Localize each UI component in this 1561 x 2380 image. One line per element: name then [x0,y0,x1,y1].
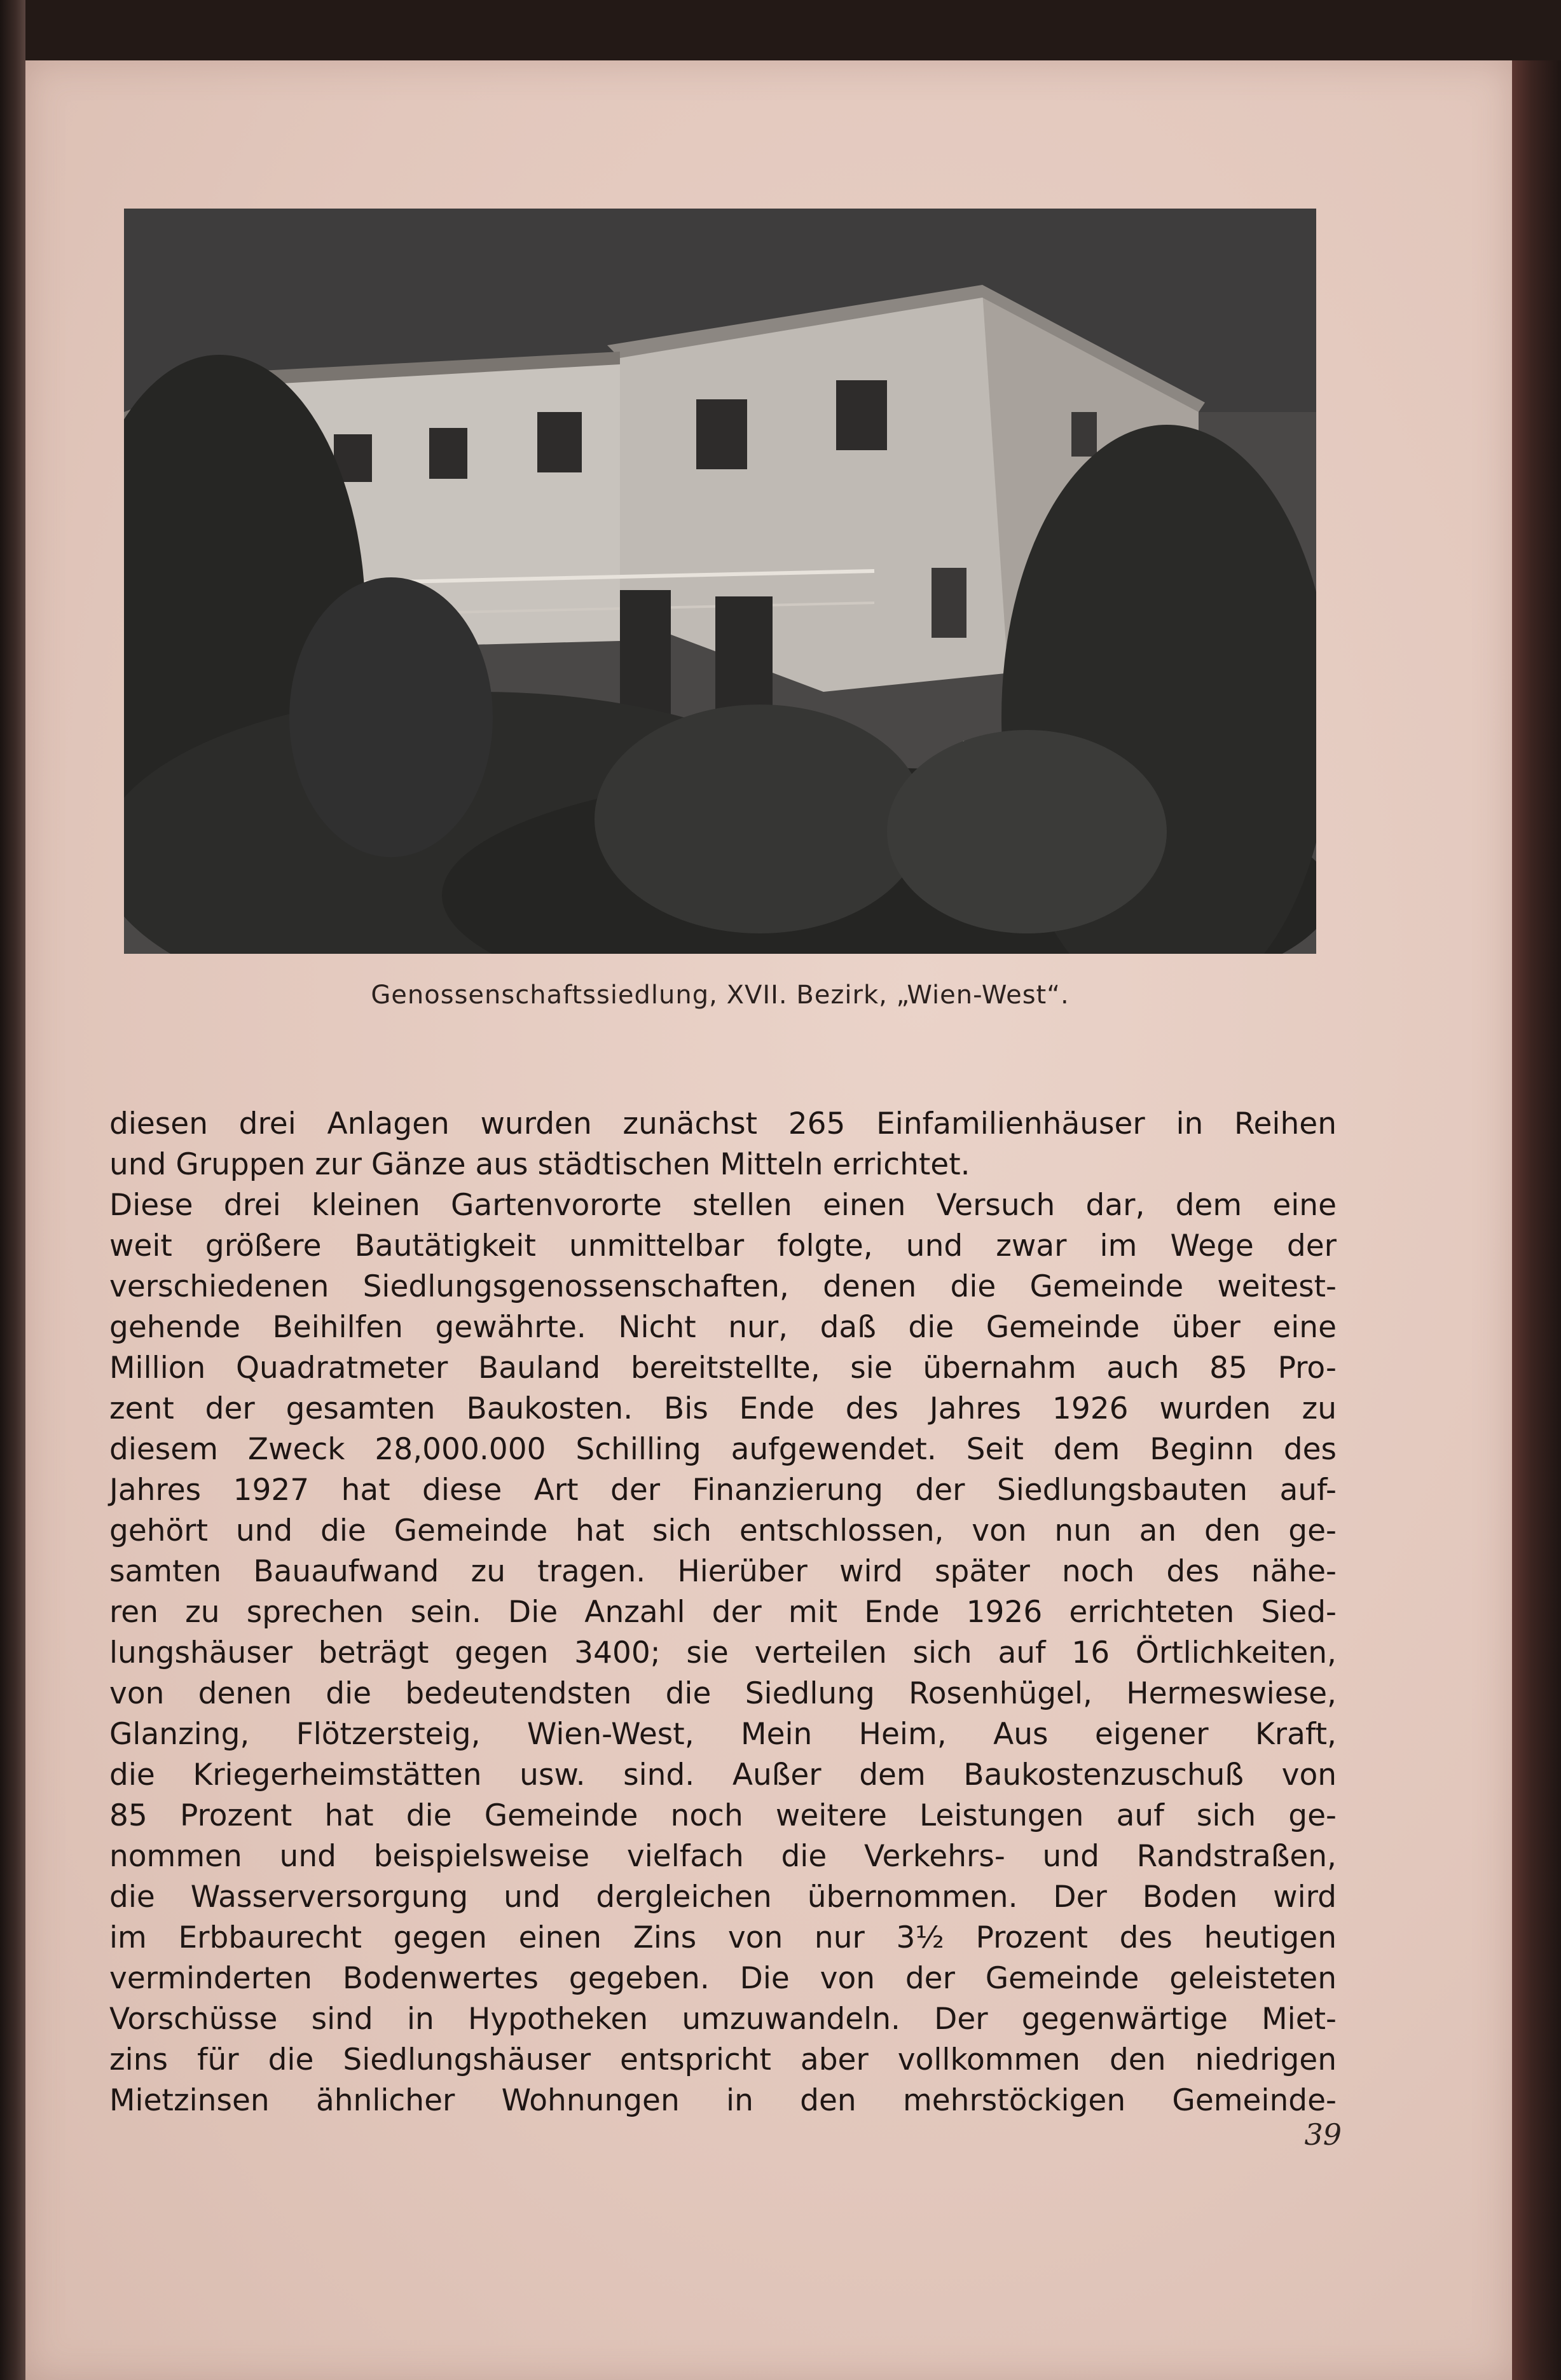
text-line: ren zu sprechen sein. Die Anzahl der mit Ende 1926 errichteten Sied- [109,1595,1337,1630]
text-line: nommen und beispielsweise vielfach die Verkehrs- und Randstraßen, [109,1839,1337,1874]
text-line: samten Bauaufwand zu tragen. Hierüber wird später noch des nähe- [109,1554,1337,1589]
text-line: Jahres 1927 hat diese Art der Finanzierung der Siedlungsbauten auf- [109,1473,1337,1508]
page-right-edge [1512,60,1561,2380]
text-line: diesem Zweck 28,000.000 Schilling aufgewendet. Seit dem Beginn des [109,1432,1337,1467]
text-line: weit größere Bautätigkeit unmittelbar folgte, und zwar im Wege der [109,1228,1337,1263]
text-line: und Gruppen zur Gänze aus städtischen Mitteln errichtet. [109,1147,970,1182]
text-line: Million Quadratmeter Bauland bereitstellte, sie übernahm auch 85 Pro- [109,1351,1337,1386]
text-line: lungshäuser beträgt gegen 3400; sie verteilen sich auf 16 Örtlichkeiten, [109,1635,1337,1670]
text-line: zins für die Siedlungshäuser entspricht aber vollkommen den niedrigen [109,2042,1337,2077]
body-text [109,1104,1337,2121]
text-line: Glanzing, Flötzersteig, Wien-West, Mein Heim, Aus eigener Kraft, [109,1717,1337,1752]
photo-caption: Genossenschaftssiedlung, XVII. Bezirk, „Wien-West“. [371,980,1069,1010]
text-line: diesen drei Anlagen wurden zunächst 265 Einfamilienhäuser in Reihen [109,1106,1337,1141]
text-line: Diese drei kleinen Gartenvororte stellen einen Versuch dar, dem eine [109,1188,1337,1223]
page-number: 39 [1304,2117,1342,2152]
text-line: zent der gesamten Baukosten. Bis Ende des Jahres 1926 wurden zu [109,1391,1337,1426]
text-line: gehende Beihilfen gewährte. Nicht nur, daß die Gemeinde über eine [109,1310,1337,1345]
page-top-edge [25,0,1561,60]
photo-housing-estate [124,209,1316,954]
text-line: Vorschüsse sind in Hypotheken umzuwandeln. Der gegenwärtige Miet- [109,2002,1337,2037]
text-line: verminderten Bodenwertes gegeben. Die von der Gemeinde geleisteten [109,1961,1337,1996]
text-line: 85 Prozent hat die Gemeinde noch weitere Leistungen auf sich ge- [109,1798,1337,1833]
text-line: gehört und die Gemeinde hat sich entschlossen, von nun an den ge- [109,1513,1337,1548]
text-line: von denen die bedeutendsten die Siedlung Rosenhügel, Hermeswiese, [109,1676,1337,1711]
text-line: verschiedenen Siedlungsgenossenschaften, denen die Gemeinde weitest- [109,1269,1337,1304]
text-line: die Kriegerheimstätten usw. sind. Außer dem Baukostenzuschuß von [109,1757,1337,1792]
text-line: die Wasserversorgung und dergleichen übernommen. Der Boden wird [109,1880,1337,1915]
text-line: im Erbbaurecht gegen einen Zins von nur 3½ Prozent des heutigen [109,1920,1337,1955]
text-line: Mietzinsen ähnlicher Wohnungen in den mehrstöckigen Gemeinde- [109,2083,1337,2118]
book-spine-edge [0,0,25,2380]
